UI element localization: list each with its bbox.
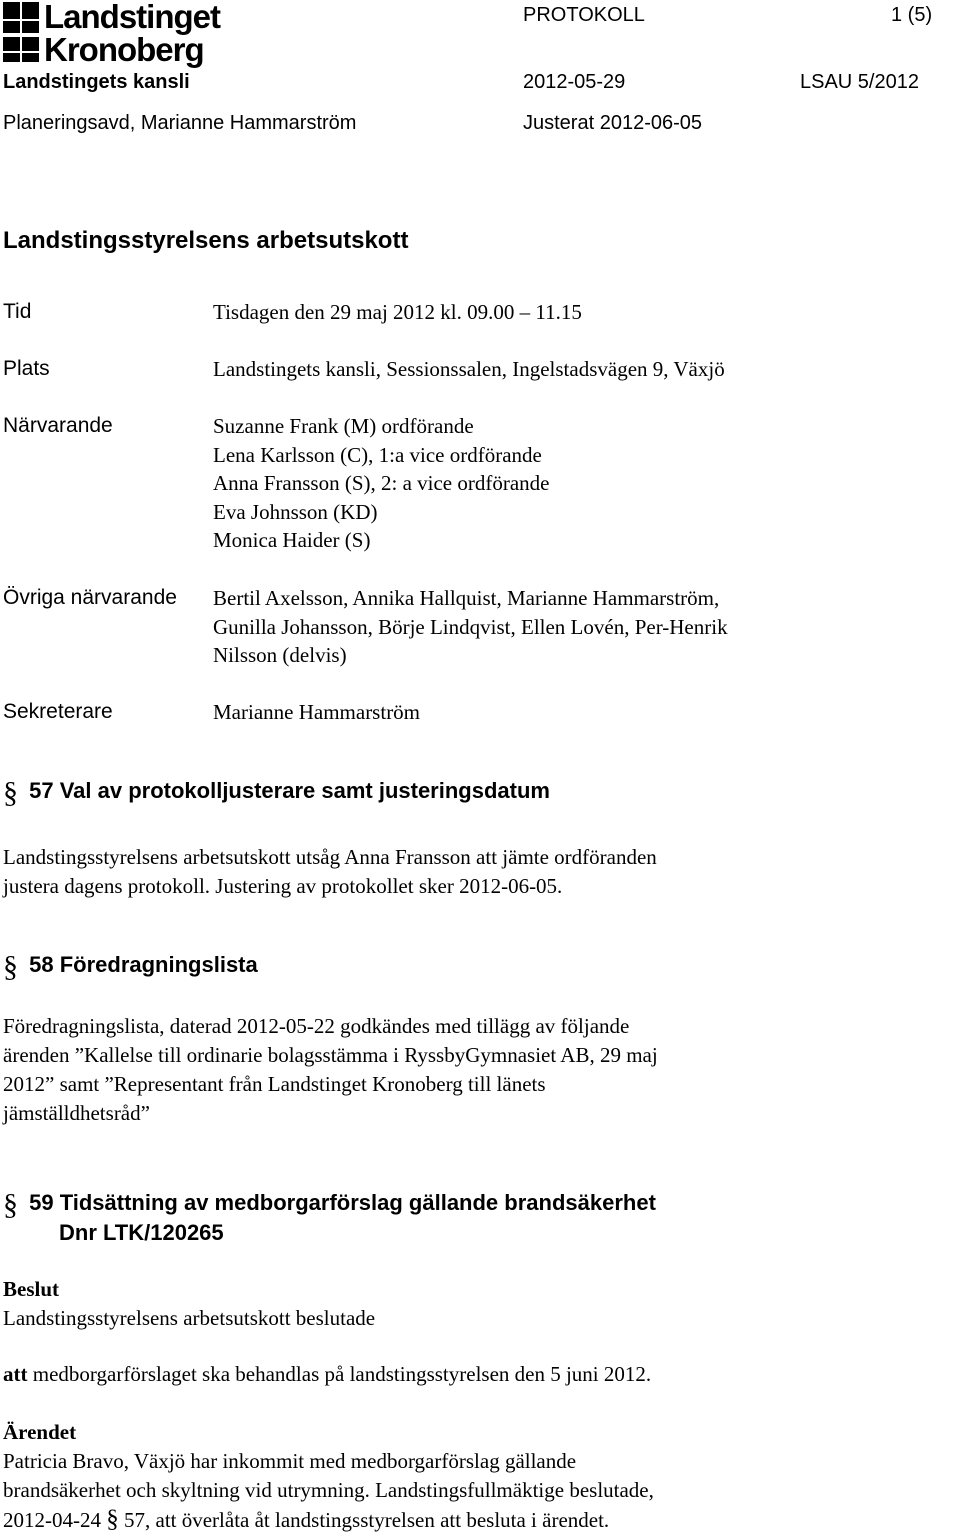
ovriga-line: Bertil Axelsson, Annika Hallquist, Marianne Hammarström, — [213, 586, 720, 610]
attendee: Monica Haider (S) — [213, 528, 371, 552]
text-line: brandsäkerhet och skyltning vid utrymning. Landstingsfullmäktige beslutade, — [3, 1478, 654, 1502]
section-59-title: 59 Tidsättning av medborgarförslag gällande brandsäkerhet — [29, 1190, 656, 1215]
ovriga-line: Nilsson (delvis) — [213, 643, 347, 667]
sekreterare-label: Sekreterare — [3, 700, 113, 723]
ovriga-label: Övriga närvarande — [3, 586, 177, 609]
sekreterare-value: Marianne Hammarström — [213, 700, 421, 724]
paragraph-mark: § — [3, 950, 18, 983]
meeting-date: 2012-05-29 — [523, 71, 626, 93]
ovriga-list — [213, 584, 933, 670]
text-line: justera dagens protokoll. Justering av protokollet sker 2012-06-05. — [3, 874, 563, 898]
beslut-label: Beslut — [3, 1277, 60, 1301]
section-57-text — [3, 843, 953, 901]
att-word: att — [3, 1362, 28, 1386]
arendet-label: Ärendet — [3, 1420, 77, 1444]
attendee: Eva Johnsson (KD) — [213, 499, 378, 524]
logo-text-landstinget: Landstinget — [44, 0, 220, 35]
logo-mark — [3, 21, 20, 33]
logo — [3, 2, 263, 70]
beslut-block — [3, 1275, 953, 1333]
page-number: 1 (5) — [891, 4, 933, 26]
protocol-ref: LSAU 5/2012 — [800, 71, 919, 93]
att-line — [3, 1360, 953, 1389]
plats-label: Plats — [3, 357, 50, 380]
section-59-heading — [3, 1188, 656, 1220]
narvarande-label: Närvarande — [3, 414, 113, 437]
logo-mark — [22, 2, 39, 19]
arendet-block — [3, 1418, 953, 1535]
attendee: Lena Karlsson (C), 1:a vice ordförande — [213, 442, 542, 467]
section-58-title: 58 Föredragningslista — [29, 952, 258, 977]
text-fragment: 2012-04-24 — [3, 1508, 107, 1532]
dnr-number: Dnr LTK/120265 — [59, 1220, 224, 1245]
section-58-text — [3, 1012, 953, 1128]
paragraph-mark: § — [106, 1506, 119, 1533]
section-57-title: 57 Val av protokolljusterare samt justeringsdatum — [29, 778, 550, 803]
page-title: Landstingsstyrelsens arbetsutskott — [3, 227, 409, 254]
narvarande-list — [213, 412, 933, 555]
att-text: medborgarförslaget ska behandlas på landstingsstyrelsen den 5 juni 2012. — [27, 1362, 652, 1386]
paragraph-mark: § — [3, 776, 18, 809]
section-59-dnr — [59, 1218, 224, 1248]
section-57-heading — [3, 776, 550, 808]
text-line: Föredragningslista, daterad 2012-05-22 godkändes med tillägg av följande — [3, 1014, 630, 1038]
text-line: ärenden ”Kallelse till ordinarie bolagsstämma i RyssbyGymnasiet AB, 29 maj — [3, 1043, 658, 1067]
author-line: Planeringsavd, Marianne Hammarström — [3, 112, 357, 134]
justified-date: Justerat 2012-06-05 — [523, 112, 703, 134]
text-line: 2012” samt ”Representant från Landstinget Kronoberg till länets — [3, 1072, 546, 1096]
attendee: Anna Fransson (S), 2: a vice ordförande — [213, 471, 550, 495]
logo-mark — [3, 53, 20, 62]
doc-type: PROTOKOLL — [523, 4, 645, 26]
section-58-heading — [3, 950, 258, 982]
plats-value: Landstingets kansli, Sessionssalen, Ingelstadsvägen 9, Växjö — [213, 357, 725, 381]
ovriga-line: Gunilla Johansson, Börje Lindqvist, Ellen Lovén, Per-Henrik — [213, 614, 728, 639]
text-line: jämställdhetsråd” — [3, 1101, 150, 1125]
logo-mark — [22, 37, 39, 51]
logo-mark — [3, 37, 20, 51]
tid-value: Tisdagen den 29 maj 2012 kl. 09.00 – 11.15 — [213, 300, 582, 324]
text-fragment: 57, att överlåta åt landstingsstyrelsen att besluta i ärendet. — [118, 1508, 610, 1532]
tid-label: Tid — [3, 300, 32, 323]
attendee: Suzanne Frank (M) ordförande — [213, 414, 474, 438]
logo-mark — [22, 53, 39, 62]
text-line: Landstingsstyrelsens arbetsutskott utsåg Anna Fransson att jämte ordföranden — [3, 845, 657, 869]
logo-text-kronoberg: Kronoberg — [44, 31, 204, 68]
text-line: Patricia Bravo, Växjö har inkommit med medborgarförslag gällande — [3, 1449, 577, 1473]
beslut-text: Landstingsstyrelsens arbetsutskott beslutade — [3, 1306, 376, 1330]
logo-mark — [3, 2, 20, 19]
office-name: Landstingets kansli — [3, 71, 190, 93]
logo-mark — [22, 21, 39, 33]
paragraph-mark: § — [3, 1188, 18, 1221]
